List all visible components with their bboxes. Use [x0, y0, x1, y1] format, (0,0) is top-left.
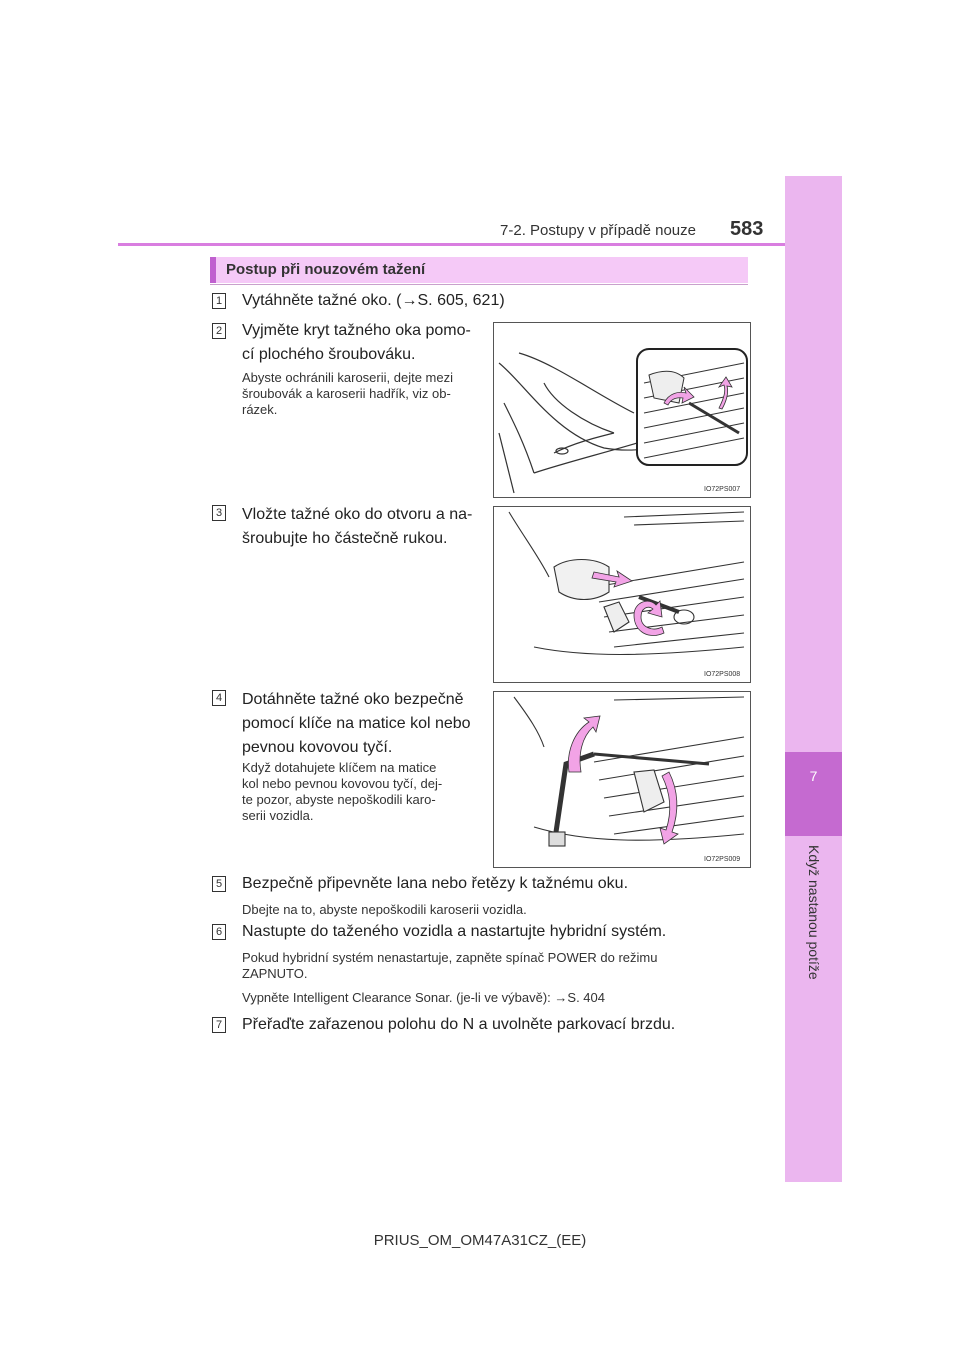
- step-4-text-line3: pevnou kovovou tyčí.: [242, 739, 393, 756]
- step-4-note-line3: te pozor, abyste nepoškodili karo-: [242, 792, 436, 807]
- step-4-note-line4: serii vozidla.: [242, 808, 314, 823]
- step-3-text-line2: šroubujte ho částečně rukou.: [242, 530, 448, 547]
- figure-tow-eye-tightening: [493, 691, 751, 868]
- step-6-note1-line2: ZAPNUTO.: [242, 966, 308, 981]
- step-2-text-line2: cí plochého šroubováku.: [242, 346, 416, 363]
- figure-tow-eye-insertion: [493, 506, 751, 683]
- step-number-4: 4: [212, 690, 226, 706]
- figure-code-3: IO72PS009: [704, 856, 741, 863]
- step-number-7: 7: [212, 1017, 226, 1033]
- step-2-text-line1: Vyjměte kryt tažného oka pomo-: [242, 322, 471, 339]
- banner-rule: [210, 284, 748, 285]
- step-3-text-line1: Vložte tažné oko do otvoru a na-: [242, 506, 473, 523]
- step-1-text: Vytáhněte tažné oko. (→S. 605, 621): [242, 292, 505, 309]
- step-7-text: Přeřaďte zařazenou polohu do N a uvolněte parkovací brzdu.: [242, 1016, 676, 1033]
- header-rule: [118, 243, 785, 246]
- chapter-side-tab-active: [785, 752, 842, 836]
- step-4-text-line2: pomocí klíče na matice kol nebo: [242, 715, 471, 732]
- step-4-text-line1: Dotáhněte tažné oko bezpečně: [242, 691, 464, 708]
- chapter-side-tab: [785, 176, 842, 1182]
- step-2-note-line3: rázek.: [242, 402, 278, 417]
- car-front-bumper-illustration: [494, 323, 750, 497]
- step-number-3: 3: [212, 505, 226, 521]
- step-5-note: Dbejte na to, abyste nepoškodili karoserii vozidla.: [242, 902, 527, 917]
- footer-document-code: PRIUS_OM_OM47A31CZ_(EE): [373, 1232, 587, 1249]
- figure-code-1: IO72PS007: [704, 486, 741, 493]
- chapter-title-vertical: Když nastanou potíže: [806, 845, 822, 980]
- step-5-text: Bezpečně připevněte lana nebo řetězy k tažnému oku.: [242, 875, 629, 892]
- figure-code-2: IO72PS008: [704, 671, 741, 678]
- tow-eye-tightening-illustration: [494, 692, 750, 867]
- chapter-number: 7: [809, 768, 818, 784]
- step-number-2: 2: [212, 323, 226, 339]
- figure-tow-eye-cover-removal: [493, 322, 751, 498]
- step-2-note-line2: šroubovák a karoserii hadřík, viz ob-: [242, 386, 451, 401]
- step-4-note-line2: kol nebo pevnou kovovou tyčí, dej-: [242, 776, 443, 791]
- step-4-note-line1: Když dotahujete klíčem na matice: [242, 760, 437, 775]
- step-6-note1-line1: Pokud hybridní systém nenastartuje, zapněte spínač POWER do režimu: [242, 950, 658, 965]
- step-6-text: Nastupte do taženého vozidla a nastartujte hybridní systém.: [242, 923, 667, 940]
- step-6-note2: Vypněte Intelligent Clearance Sonar. (je-li ve výbavě): →S. 404: [242, 990, 605, 1005]
- step-number-6: 6: [212, 924, 226, 940]
- running-header-section: 7-2. Postupy v případě nouze: [500, 222, 696, 239]
- tow-eye-insertion-illustration: [494, 507, 750, 682]
- step-number-1: 1: [212, 293, 226, 309]
- page-number: 583: [730, 218, 764, 240]
- section-banner-title: Postup při nouzovém tažení: [226, 261, 426, 278]
- step-2-note-line1: Abyste ochránili karoserii, dejte mezi: [242, 370, 453, 385]
- step-number-5: 5: [212, 876, 226, 892]
